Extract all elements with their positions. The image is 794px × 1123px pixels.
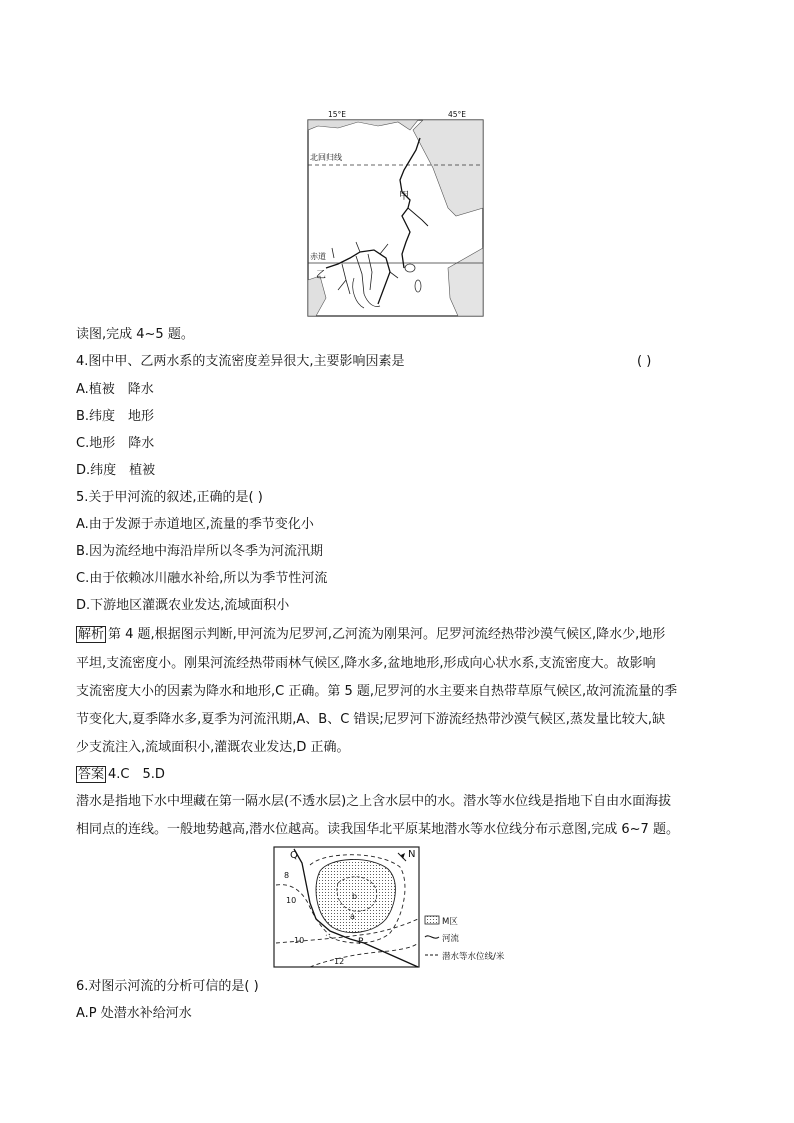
analysis-line-2: 平坦,支流密度小。刚果河流经热带雨林气候区,降水多,盆地地形,形成向心状水系,支流密度大。故影响 [76,656,656,671]
contour-10b: 10 [294,936,305,945]
label-15e: 15°E [328,110,347,119]
q4-option-d: D.纬度 植被 [76,463,156,478]
analysis-line-1: 解析 第 4 题,根据图示判断,甲河流为尼罗河,乙河流为刚果河。尼罗河流经热带沙漠气候区,降水少,地形 [78,627,666,642]
legend-river-swatch [425,936,439,938]
passage-line-1: 潜水是指地下水中埋藏在第一隔水层(不透水层)之上含水层中的水。潜水等水位线是指地下自由水面海拔 [76,794,672,809]
answer-text: 4.C 5.D [108,767,165,782]
intro-text: 读图,完成 4~5 题。 [76,327,194,342]
label-river-a: 甲 [399,191,409,202]
contour-12: 12 [334,957,345,966]
q5-option-c: C.由于依赖冰川融水补给,所以为季节性河流 [76,571,328,586]
label-45e: 45°E [448,110,467,119]
q5-stem: 5.关于甲河流的叙述,正确的是( ) [76,490,263,505]
analysis-tag: 解析 [78,627,105,642]
map-groundwater [270,843,530,971]
q5-option-b: B.因为流经地中海沿岸所以冬季为河流汛期 [76,544,324,559]
q5-option-a: A.由于发源于赤道地区,流量的季节变化小 [76,517,314,532]
q4-stem: 4.图中甲、乙两水系的支流密度差异很大,主要影响因素是 [76,354,405,369]
answer-line [76,766,165,784]
q6-stem: 6.对图示河流的分析可信的是( ) [76,979,259,994]
analysis-line-5: 少支流注入,流域面积小,灌溉农业发达,D 正确。 [76,740,350,755]
legend-m-swatch [425,916,439,924]
q4-option-c: C.地形 降水 [76,436,155,451]
map2-label-p: P [358,937,364,947]
label-river-b: 乙 [316,270,326,281]
passage-line-2: 相同点的连线。一般地势越高,潜水位越高。读我国华北平原某地潜水等水位线分布示意图,完成 6~7 题。 [76,822,679,837]
q4-answer-paren: ( ) [637,354,652,369]
q4-option-a: A.植被 降水 [76,382,154,397]
analysis-line-3: 支流密度大小的因素为降水和地形,C 正确。第 5 题,尼罗河的水主要来自热带草原气候区,故河流流量的季 [76,684,678,699]
legend-river-label: 河流 [442,934,460,944]
answer-tag: 答案 [78,767,105,782]
legend-m-label: M区 [442,917,458,927]
contour-10a: 10 [286,896,297,905]
q6-option-a: A.P 处潜水补给河水 [76,1006,192,1021]
map2-label-n: N [408,849,416,860]
analysis-line-4: 节变化大,夏季降水多,夏季为河流汛期,A、B、C 错误;尼罗河下游流经热带沙漠气候区,蒸发量比较大,缺 [76,712,666,727]
q5-option-d: D.下游地区灌溉农业发达,流域面积小 [76,598,290,613]
contour-8: 8 [284,871,290,880]
map-nile-congo [298,108,488,320]
map2-label-q: Q [290,850,298,861]
map2-label-b: b [352,892,358,901]
label-tropic: 北回归线 [310,153,342,162]
label-equator: 赤道 [310,252,326,261]
map2-label-a: a [350,912,355,921]
legend-contour-label: 潜水等水位线/米 [442,952,505,962]
q4-option-b: B.纬度 地形 [76,409,155,424]
